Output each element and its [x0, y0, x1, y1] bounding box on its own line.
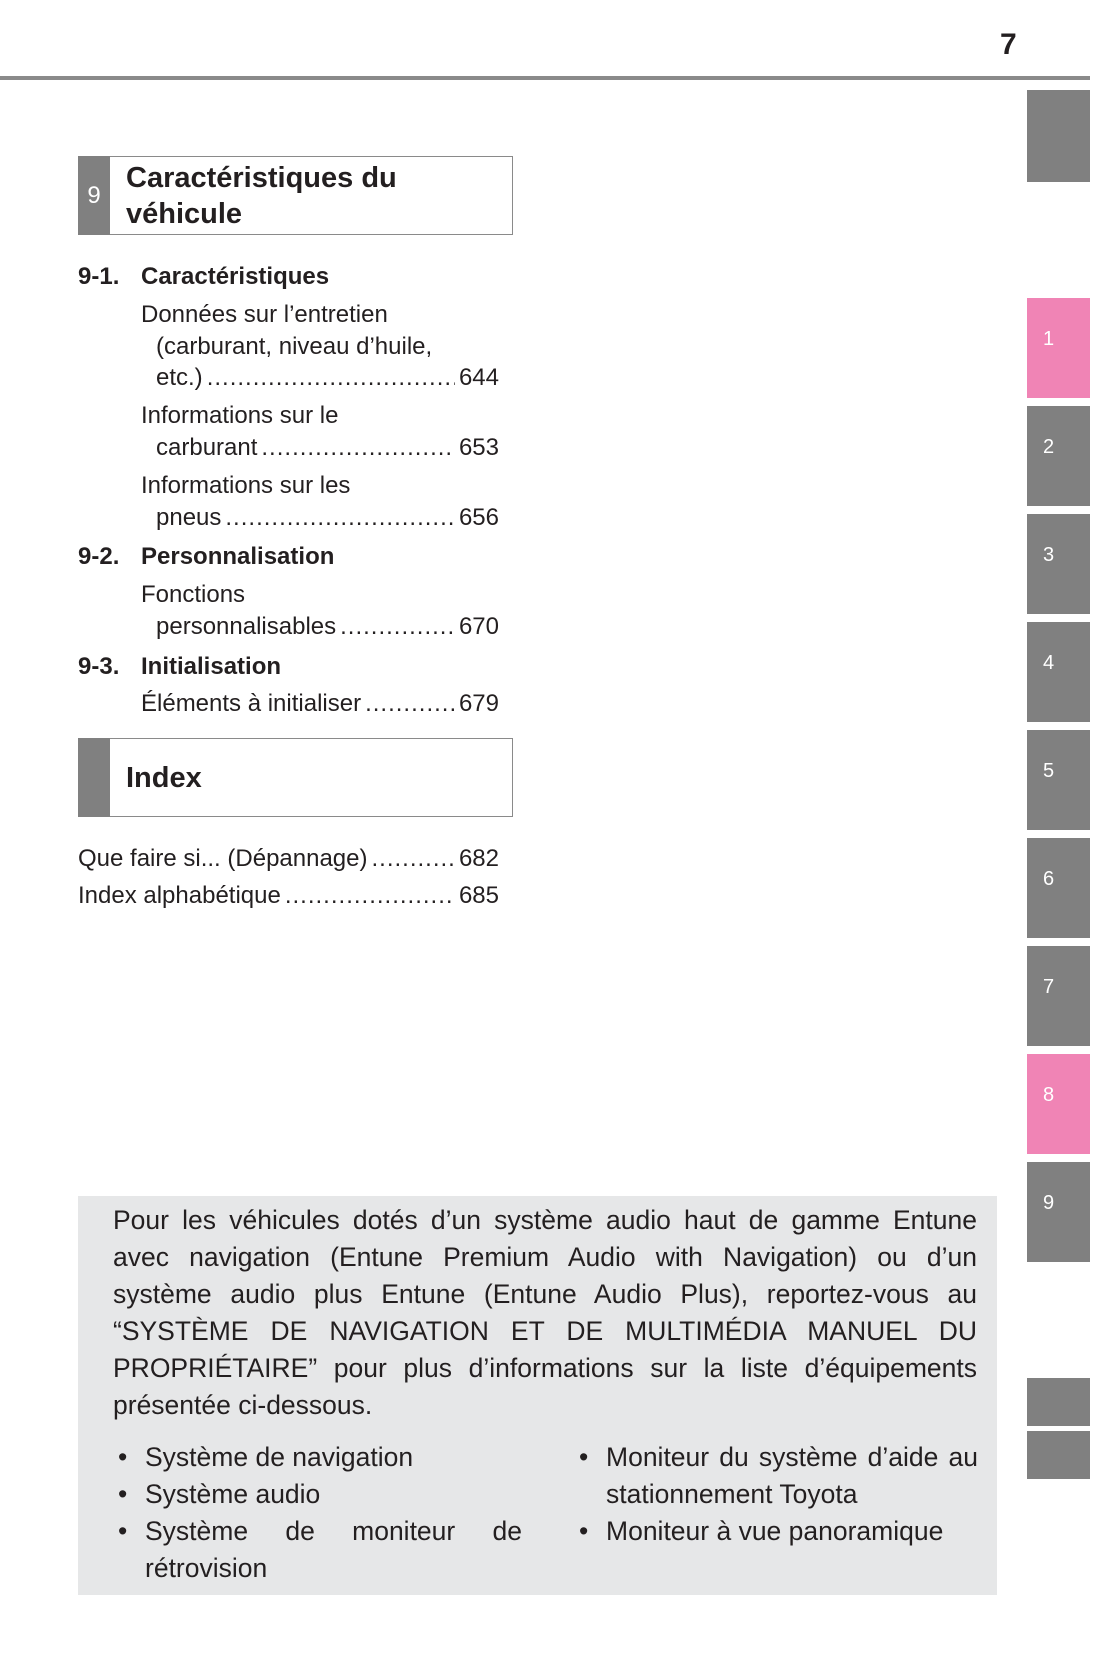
side-tab-1[interactable]: 1 — [1027, 298, 1090, 398]
side-tab-blank-bottom-2[interactable] — [1027, 1431, 1090, 1479]
index-entry[interactable] — [78, 843, 499, 874]
entry-text: personnalisables — [156, 612, 337, 640]
bullet-list-left — [112, 1439, 522, 1587]
index-header — [78, 738, 513, 817]
section-9-header — [78, 156, 513, 235]
entry-text: Index alphabétique — [78, 882, 281, 909]
entry-text: Informations sur le — [141, 402, 339, 429]
dot-leader — [365, 688, 455, 720]
subsection-number: 9-3. — [78, 653, 120, 680]
side-tab-4[interactable]: 4 — [1027, 622, 1090, 722]
entry-page: 644 — [458, 364, 499, 391]
entry-text: etc.) — [156, 364, 203, 391]
bullet-item: • Moniteur à vue panoramique — [573, 1513, 978, 1550]
toc-entry[interactable] — [141, 299, 499, 394]
toc-entry[interactable] — [141, 400, 499, 463]
entry-page: 656 — [458, 503, 499, 531]
entry-text: pneus — [156, 503, 222, 531]
section-title: Caractéristiques du véhicule — [126, 161, 397, 230]
entry-page: 670 — [458, 612, 499, 640]
side-tab-7[interactable]: 7 — [1027, 946, 1090, 1046]
page-number: 7 — [1000, 28, 1017, 61]
entry-page: 682 — [458, 845, 499, 872]
side-tab-blank-top[interactable] — [1027, 90, 1090, 182]
bullet-item: • Moniteur du système d’aide au stationnement Toyota — [573, 1439, 978, 1513]
dot-leader — [207, 362, 455, 394]
toc-entry[interactable] — [141, 579, 499, 642]
entry-page: 679 — [458, 690, 499, 717]
subsection-heading-9-1[interactable] — [78, 263, 329, 291]
info-box — [78, 1196, 997, 1595]
index-tab-marker — [78, 738, 110, 817]
subsection-title: Caractéristiques — [141, 263, 330, 290]
entry-text: Éléments à initialiser — [141, 690, 362, 717]
subsection-heading-9-2[interactable] — [78, 543, 334, 571]
side-tab-5[interactable]: 5 — [1027, 730, 1090, 830]
index-entry[interactable] — [78, 880, 499, 911]
dot-leader — [372, 843, 455, 874]
entry-text: Données sur l’entretien — [141, 301, 388, 328]
toc-entry[interactable] — [141, 470, 499, 533]
entry-text: Fonctions — [141, 581, 246, 608]
dot-leader — [261, 432, 455, 464]
bullet-item: • Système de navigation — [112, 1439, 522, 1476]
side-tab-6[interactable]: 6 — [1027, 838, 1090, 938]
subsection-number: 9-1. — [78, 263, 120, 290]
header-rule — [0, 76, 1090, 80]
bullet-item: • Système de moniteur de rétrovision — [112, 1513, 522, 1587]
side-tab-3[interactable]: 3 — [1027, 514, 1090, 614]
entry-text: Informations sur les — [141, 472, 351, 499]
side-tab-9[interactable]: 9 — [1027, 1162, 1090, 1262]
entry-text: Que faire si... (Dépannage) — [78, 845, 368, 872]
entry-page: 685 — [458, 882, 499, 909]
subsection-title: Initialisation — [141, 653, 282, 680]
side-tab-blank-bottom-1[interactable] — [1027, 1378, 1090, 1426]
toc-entry[interactable] — [141, 688, 499, 720]
subsection-number: 9-2. — [78, 543, 120, 570]
bullet-item: • Système audio — [112, 1476, 522, 1513]
side-tab-8[interactable]: 8 — [1027, 1054, 1090, 1154]
dot-leader — [225, 502, 455, 534]
entry-text: carburant — [156, 433, 258, 461]
info-text: Pour les véhicules dotés d’un système audio haut de gamme Entune avec navigation (Entune Premium Audio with Navigation) ou d’un système audio plus Entune (Entune Audio Plus), reportez-vous au “SYSTÈME DE NAVIGATION ET DE MULTIMÉDIA MANUEL DU PROPRIÉTAIRE” pour plus d’informations sur la liste d’équipements présentée ci-dessous. — [113, 1205, 977, 1420]
section-number-tab: 9 — [78, 156, 110, 235]
entry-text: (carburant, niveau d’huile, — [156, 332, 433, 360]
entry-page: 653 — [458, 433, 499, 461]
dot-leader — [285, 880, 455, 911]
dot-leader — [340, 611, 455, 643]
index-title: Index — [126, 761, 202, 794]
side-tab-2[interactable]: 2 — [1027, 406, 1090, 506]
subsection-title: Personnalisation — [141, 543, 335, 570]
subsection-heading-9-3[interactable] — [78, 653, 281, 681]
bullet-list-right — [573, 1439, 978, 1550]
